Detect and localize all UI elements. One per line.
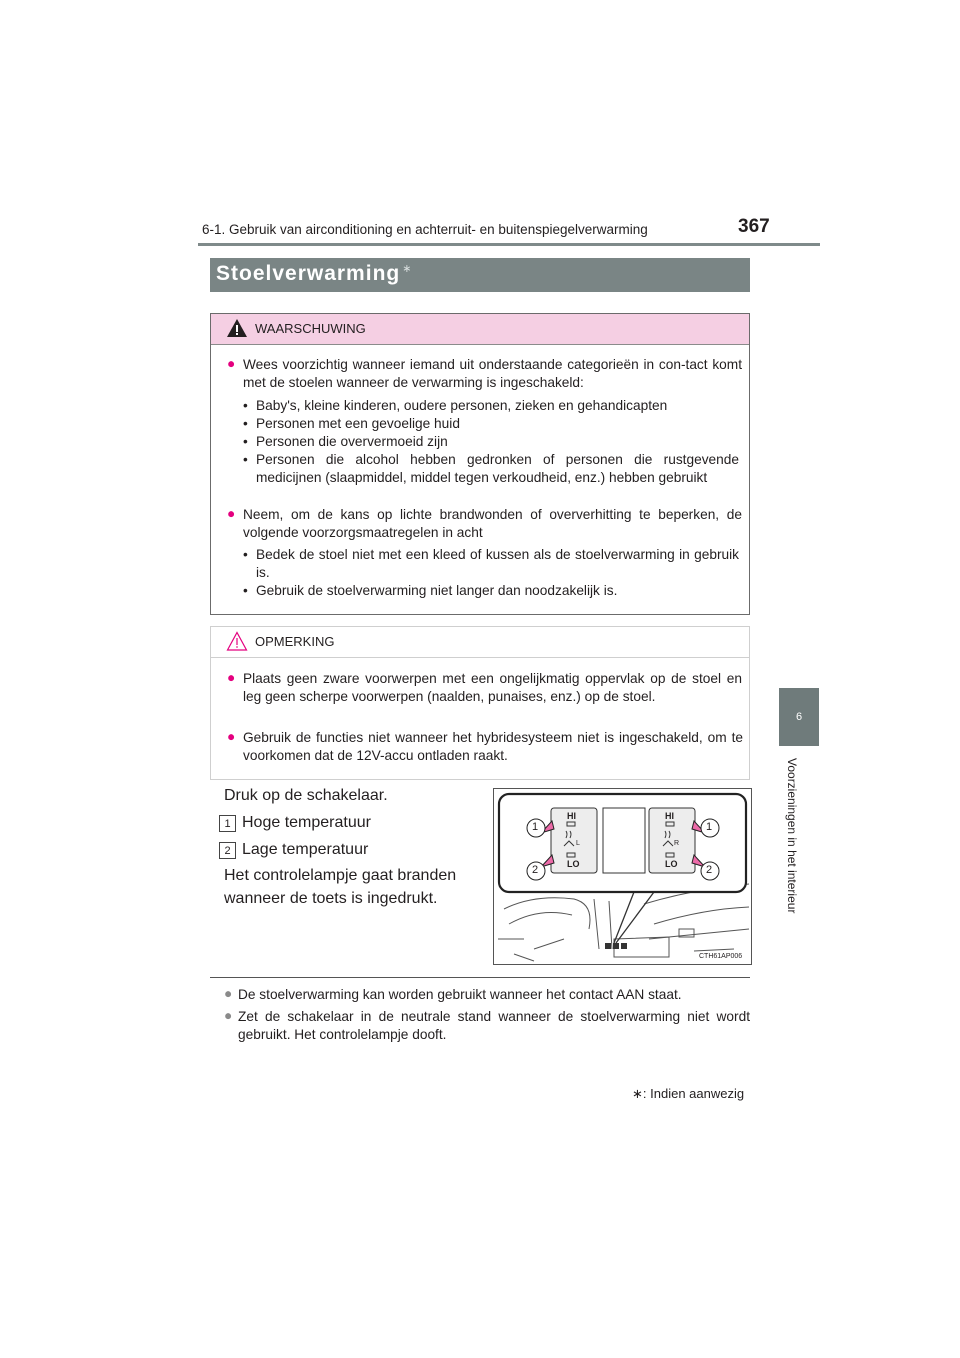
warning-item-1: Wees voorzichtig wanneer iemand uit onderstaande categorieën in con-tact komt met de stoelen wanneer de verwarming is ingeschakeld: xyxy=(243,357,742,390)
header-rule xyxy=(198,243,820,246)
warning-triangle-icon xyxy=(226,318,248,338)
right-side-label: R xyxy=(674,840,680,847)
section-title-bar xyxy=(210,258,750,292)
right-hi-label: HI xyxy=(665,811,674,821)
warning-title: WAARSCHUWING xyxy=(255,321,366,336)
instruction-note-line1: Het controlelampje gaat branden xyxy=(224,867,457,884)
step-number-1: 1 xyxy=(219,815,236,832)
warning-header xyxy=(211,314,749,345)
sub-bullet: • xyxy=(243,398,248,413)
caution-triangle-icon xyxy=(226,631,248,651)
notice-item-1: Plaats geen zware voorwerpen met een ongelijkmatig oppervlak op de stoel en leg geen scherpe voorwerpen (naalden, punaises, enz.) op de stoel. xyxy=(243,671,742,704)
warning-sub-2: Personen met een gevoelige huid xyxy=(256,416,460,431)
left-hi-label: HI xyxy=(567,811,576,821)
sub-bullet: • xyxy=(243,434,248,449)
notice-item-2: Gebruik de functies niet wanneer het hybridesysteem niet is ingeschakeld, om te voorkomen dat de 12V-accu ontladen raakt. xyxy=(243,730,743,763)
step-label-1: Hoge temperatuur xyxy=(242,814,371,831)
section-asterisk: ∗ xyxy=(402,263,413,275)
step-label-2: Lage temperatuur xyxy=(242,841,369,858)
info-bullet-icon: ● xyxy=(224,1008,233,1023)
header-section-path: 6-1. Gebruik van airconditioning en achterruit- en buitenspiegelverwarming xyxy=(202,222,648,237)
left-side-label: L xyxy=(576,840,580,847)
figure-code: CTH61AP006 xyxy=(699,953,743,960)
warning-sub-4: Personen die alcohol hebben gedronken of personen die rustgevende medicijnen (slaapmiddel, middel tegen verkoudheid, enz.) hebben gebruikt xyxy=(256,452,739,485)
warning-sub-6: Gebruik de stoelverwarming niet langer dan noodzakelijk is. xyxy=(256,583,618,598)
bullet-icon: ● xyxy=(227,356,236,371)
chapter-label: Voorzieningen in het interieur xyxy=(785,758,799,914)
step-number-2: 2 xyxy=(219,842,236,859)
footnote-text: : Indien aanwezig xyxy=(642,1086,745,1101)
dashboard-illustration xyxy=(494,789,751,964)
footnote-symbol: ∗ xyxy=(632,1086,643,1101)
bullet-icon: ● xyxy=(227,729,236,744)
info-bullet-icon: ● xyxy=(224,986,233,1001)
warning-sub-3: Personen die oververmoeid zijn xyxy=(256,434,448,449)
chapter-number: 6 xyxy=(795,711,803,723)
instruction-note-line2: wanneer de toets is ingedrukt. xyxy=(224,890,438,907)
left-lo-label: LO xyxy=(567,859,580,869)
page-number: 367 xyxy=(738,216,770,237)
info-rule xyxy=(210,977,750,978)
info-item-2: Zet de schakelaar in de neutrale stand wanneer de stoelverwarming niet wordt gebruikt. Het controlelampje dooft. xyxy=(238,1009,750,1042)
chapter-tab xyxy=(779,688,819,746)
sub-bullet: • xyxy=(243,583,248,598)
notice-header xyxy=(211,627,749,658)
bullet-icon: ● xyxy=(227,506,236,521)
info-item-1: De stoelverwarming kan worden gebruikt wanneer het contact AAN staat. xyxy=(238,987,682,1002)
callout-2-left: 2 xyxy=(532,864,539,876)
sub-bullet: • xyxy=(243,452,248,467)
sub-bullet: • xyxy=(243,547,248,562)
instruction-intro: Druk op de schakelaar. xyxy=(224,787,388,804)
sub-bullet: • xyxy=(243,416,248,431)
callout-1-right: 1 xyxy=(706,821,713,833)
callout-1-left: 1 xyxy=(532,821,539,833)
warning-sub-1: Baby's, kleine kinderen, oudere personen, zieken en gehandicapten xyxy=(256,398,668,413)
footnote xyxy=(632,1086,744,1102)
right-lo-label: LO xyxy=(665,859,678,869)
section-title xyxy=(216,262,412,286)
bullet-icon: ● xyxy=(227,670,236,685)
seat-heater-figure xyxy=(493,788,752,965)
warning-sub-5: Bedek de stoel niet met een kleed of kussen als de stoelverwarming in gebruik is. xyxy=(256,547,739,580)
notice-title: OPMERKING xyxy=(255,634,335,649)
callout-2-right: 2 xyxy=(706,864,713,876)
warning-item-2: Neem, om de kans op lichte brandwonden of oververhitting te beperken, de volgende voorzorgsmaatregelen in acht xyxy=(243,507,742,540)
section-title-text: Stoelverwarming xyxy=(216,262,401,285)
